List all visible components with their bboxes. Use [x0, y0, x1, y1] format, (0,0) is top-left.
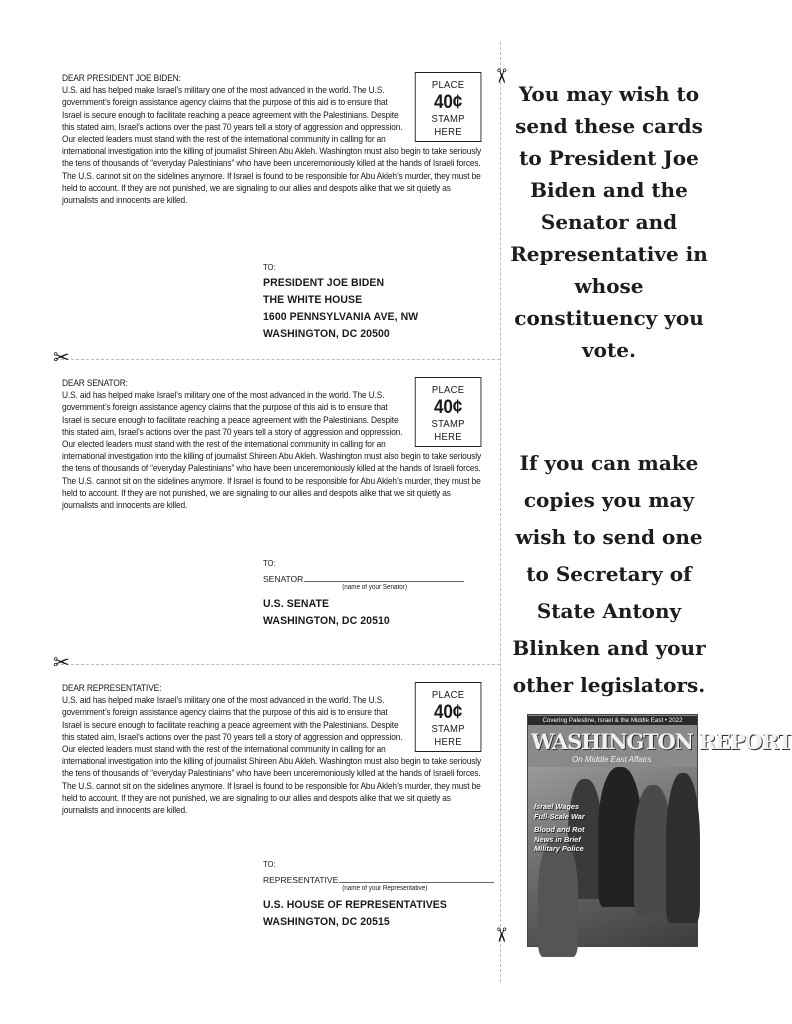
scissors-icon: ✂ — [489, 926, 512, 944]
address-line: WASHINGTON, DC 20510 — [263, 615, 390, 627]
letter-text: U.S. aid has helped make Israel’s military one of the most advanced in the world. The U.S. government’s foreign assistance agency claims that the purpose of this aid is to ensure that Israel is secure enough to facilitate reaching a peace agreement with the Palestinians. Despite this stated aim, Israel’s actions over the past 70 years tell a story of aggression and oppression. Our elected leaders must stand with the rest of the international community in calling for an international investigation into the killing of journalist Shireen Abu Akleh. Washington must also begin to take seriously the tens of thousands of “everyday Palestinians” who have been unceremoniously killed at the hands of Israeli forces. The U.S. cannot sit on the sidelines anymore. If Israel is found to be responsible for Abu Akleh’s murder, they must be held to account. If they are not punished, we are signaling to our allies and despots alike that we sit quietly as journalists and innocents are killed. — [62, 695, 482, 816]
fill-note: (name of your Senator) — [342, 584, 407, 591]
address-line: U.S. SENATE — [263, 598, 330, 610]
postcard-representative — [62, 682, 482, 816]
scissors-icon: ✂ — [53, 347, 70, 369]
address-line: PRESIDENT JOE BIDEN — [263, 277, 385, 289]
letter-body — [62, 377, 481, 511]
stamp-price: 40¢ — [434, 702, 463, 723]
horizontal-cut-line — [56, 664, 500, 665]
magazine-top-line: Covering Palestine, Israel & the Middle East • 2022 — [528, 716, 697, 725]
stamp-box — [415, 682, 482, 752]
senator-name-field[interactable] — [263, 574, 493, 584]
address-block-president — [263, 262, 493, 343]
magazine-subtitle: On Middle East Affairs — [572, 755, 652, 764]
to-label: TO: — [263, 558, 276, 568]
stamp-here: HERE — [434, 431, 462, 443]
magazine-masthead: WASHINGTON REPORT — [531, 729, 792, 754]
to-label: TO: — [263, 859, 276, 869]
fill-label: SENATOR — [263, 574, 304, 584]
address-block-representative — [263, 859, 493, 931]
letter-body — [62, 682, 481, 816]
letter-text: U.S. aid has helped make Israel’s military one of the most advanced in the world. The U.S. government’s foreign assistance agency claims that the purpose of this aid is to ensure that Israel is secure enough to facilitate reaching a peace agreement with the Palestinians. Despite this stated aim, Israel’s actions over the past 70 years tell a story of aggression and oppression. Our elected leaders must stand with the rest of the international community in calling for an international investigation into the killing of journalist Shireen Abu Akleh. Washington must also begin to take seriously the tens of thousands of “everyday Palestinians” who have been unceremoniously killed at the hands of Israeli forces. The U.S. cannot sit on the sidelines anymore. If Israel is found to be responsible for Abu Akleh’s murder, they must be held to account. If they are not punished, we are signaling to our allies and despots alike that we sit quietly as journalists and innocents are killed. — [62, 390, 482, 511]
vertical-cut-line — [500, 42, 501, 982]
cover-line: Military Police — [534, 844, 584, 853]
cover-line: Full-Scale War — [534, 811, 585, 821]
magazine-cover-lines — [534, 802, 600, 854]
address-line: THE WHITE HOUSE — [263, 294, 363, 306]
fill-label: REPRESENTATIVE — [263, 875, 339, 885]
salutation: DEAR SENATOR: — [62, 378, 128, 388]
stamp-here: HERE — [434, 736, 462, 748]
sidebar-paragraph-copies: If you can make copies you may wish to send one to Secretary of State Antony Blinken and your other legislators. — [512, 451, 706, 697]
stamp-price: 40¢ — [434, 397, 463, 418]
photo-figure — [538, 837, 578, 957]
scissors-icon: ✂ — [489, 67, 512, 85]
scissors-icon: ✂ — [53, 652, 70, 674]
letter-text: U.S. aid has helped make Israel’s military one of the most advanced in the world. The U.S. government’s foreign assistance agency claims that the purpose of this aid is to ensure that Israel is secure enough to facilitate reaching a peace agreement with the Palestinians. Despite this stated aim, Israel’s actions over the past 70 years tell a story of aggression and oppression. Our elected leaders must stand with the rest of the international community in calling for an international investigation into the killing of journalist Shireen Abu Akleh. Washington must also begin to take seriously the tens of thousands of “everyday Palestinians” who have been unceremoniously killed at the hands of Israeli forces. The U.S. cannot sit on the sidelines anymore. If Israel is found to be responsible for Abu Akleh’s murder, they must be held to account. If they are not punished, we are signaling to our allies and despots alike that we sit quietly as journalists and innocents are killed. — [62, 85, 482, 206]
cover-photo — [528, 767, 697, 946]
stamp-place: PLACE — [431, 384, 465, 396]
fill-rule — [339, 875, 494, 883]
cover-line: Israel Wages — [534, 802, 580, 811]
letter-body — [62, 72, 481, 206]
stamp-place: PLACE — [431, 689, 465, 701]
address-block-senator — [263, 558, 493, 630]
fill-rule — [304, 574, 464, 582]
magazine-cover-image — [527, 714, 792, 947]
stamp-box — [415, 377, 482, 447]
address-line: U.S. HOUSE OF REPRESENTATIVES — [263, 899, 447, 911]
fill-note: (name of your Representative) — [342, 885, 428, 892]
address-line: WASHINGTON, DC 20500 — [263, 328, 390, 340]
photo-figure — [666, 773, 700, 923]
salutation: DEAR REPRESENTATIVE: — [62, 683, 162, 693]
stamp-stamp: STAMP — [431, 418, 465, 430]
address-line: WASHINGTON, DC 20515 — [263, 916, 390, 928]
stamp-place: PLACE — [431, 79, 465, 91]
salutation: DEAR PRESIDENT JOE BIDEN: — [62, 73, 181, 83]
postcard-president — [62, 72, 482, 206]
address-line: 1600 PENNSYLVANIA AVE, NW — [263, 311, 419, 323]
sidebar-paragraph-send-cards: You may wish to send these cards to President Joe Biden and the Senator and Representative in whose constituency you vote. — [510, 82, 708, 362]
stamp-box — [415, 72, 482, 142]
postcard-senator — [62, 377, 482, 511]
stamp-here: HERE — [434, 126, 462, 138]
horizontal-cut-line — [56, 359, 500, 360]
stamp-price: 40¢ — [434, 92, 463, 113]
representative-name-field[interactable] — [263, 875, 493, 885]
to-label: TO: — [263, 262, 276, 272]
stamp-stamp: STAMP — [431, 113, 465, 125]
cover-line: Blood and Rot — [534, 825, 585, 834]
cover-line: News in Brief — [534, 834, 581, 844]
stamp-stamp: STAMP — [431, 723, 465, 735]
